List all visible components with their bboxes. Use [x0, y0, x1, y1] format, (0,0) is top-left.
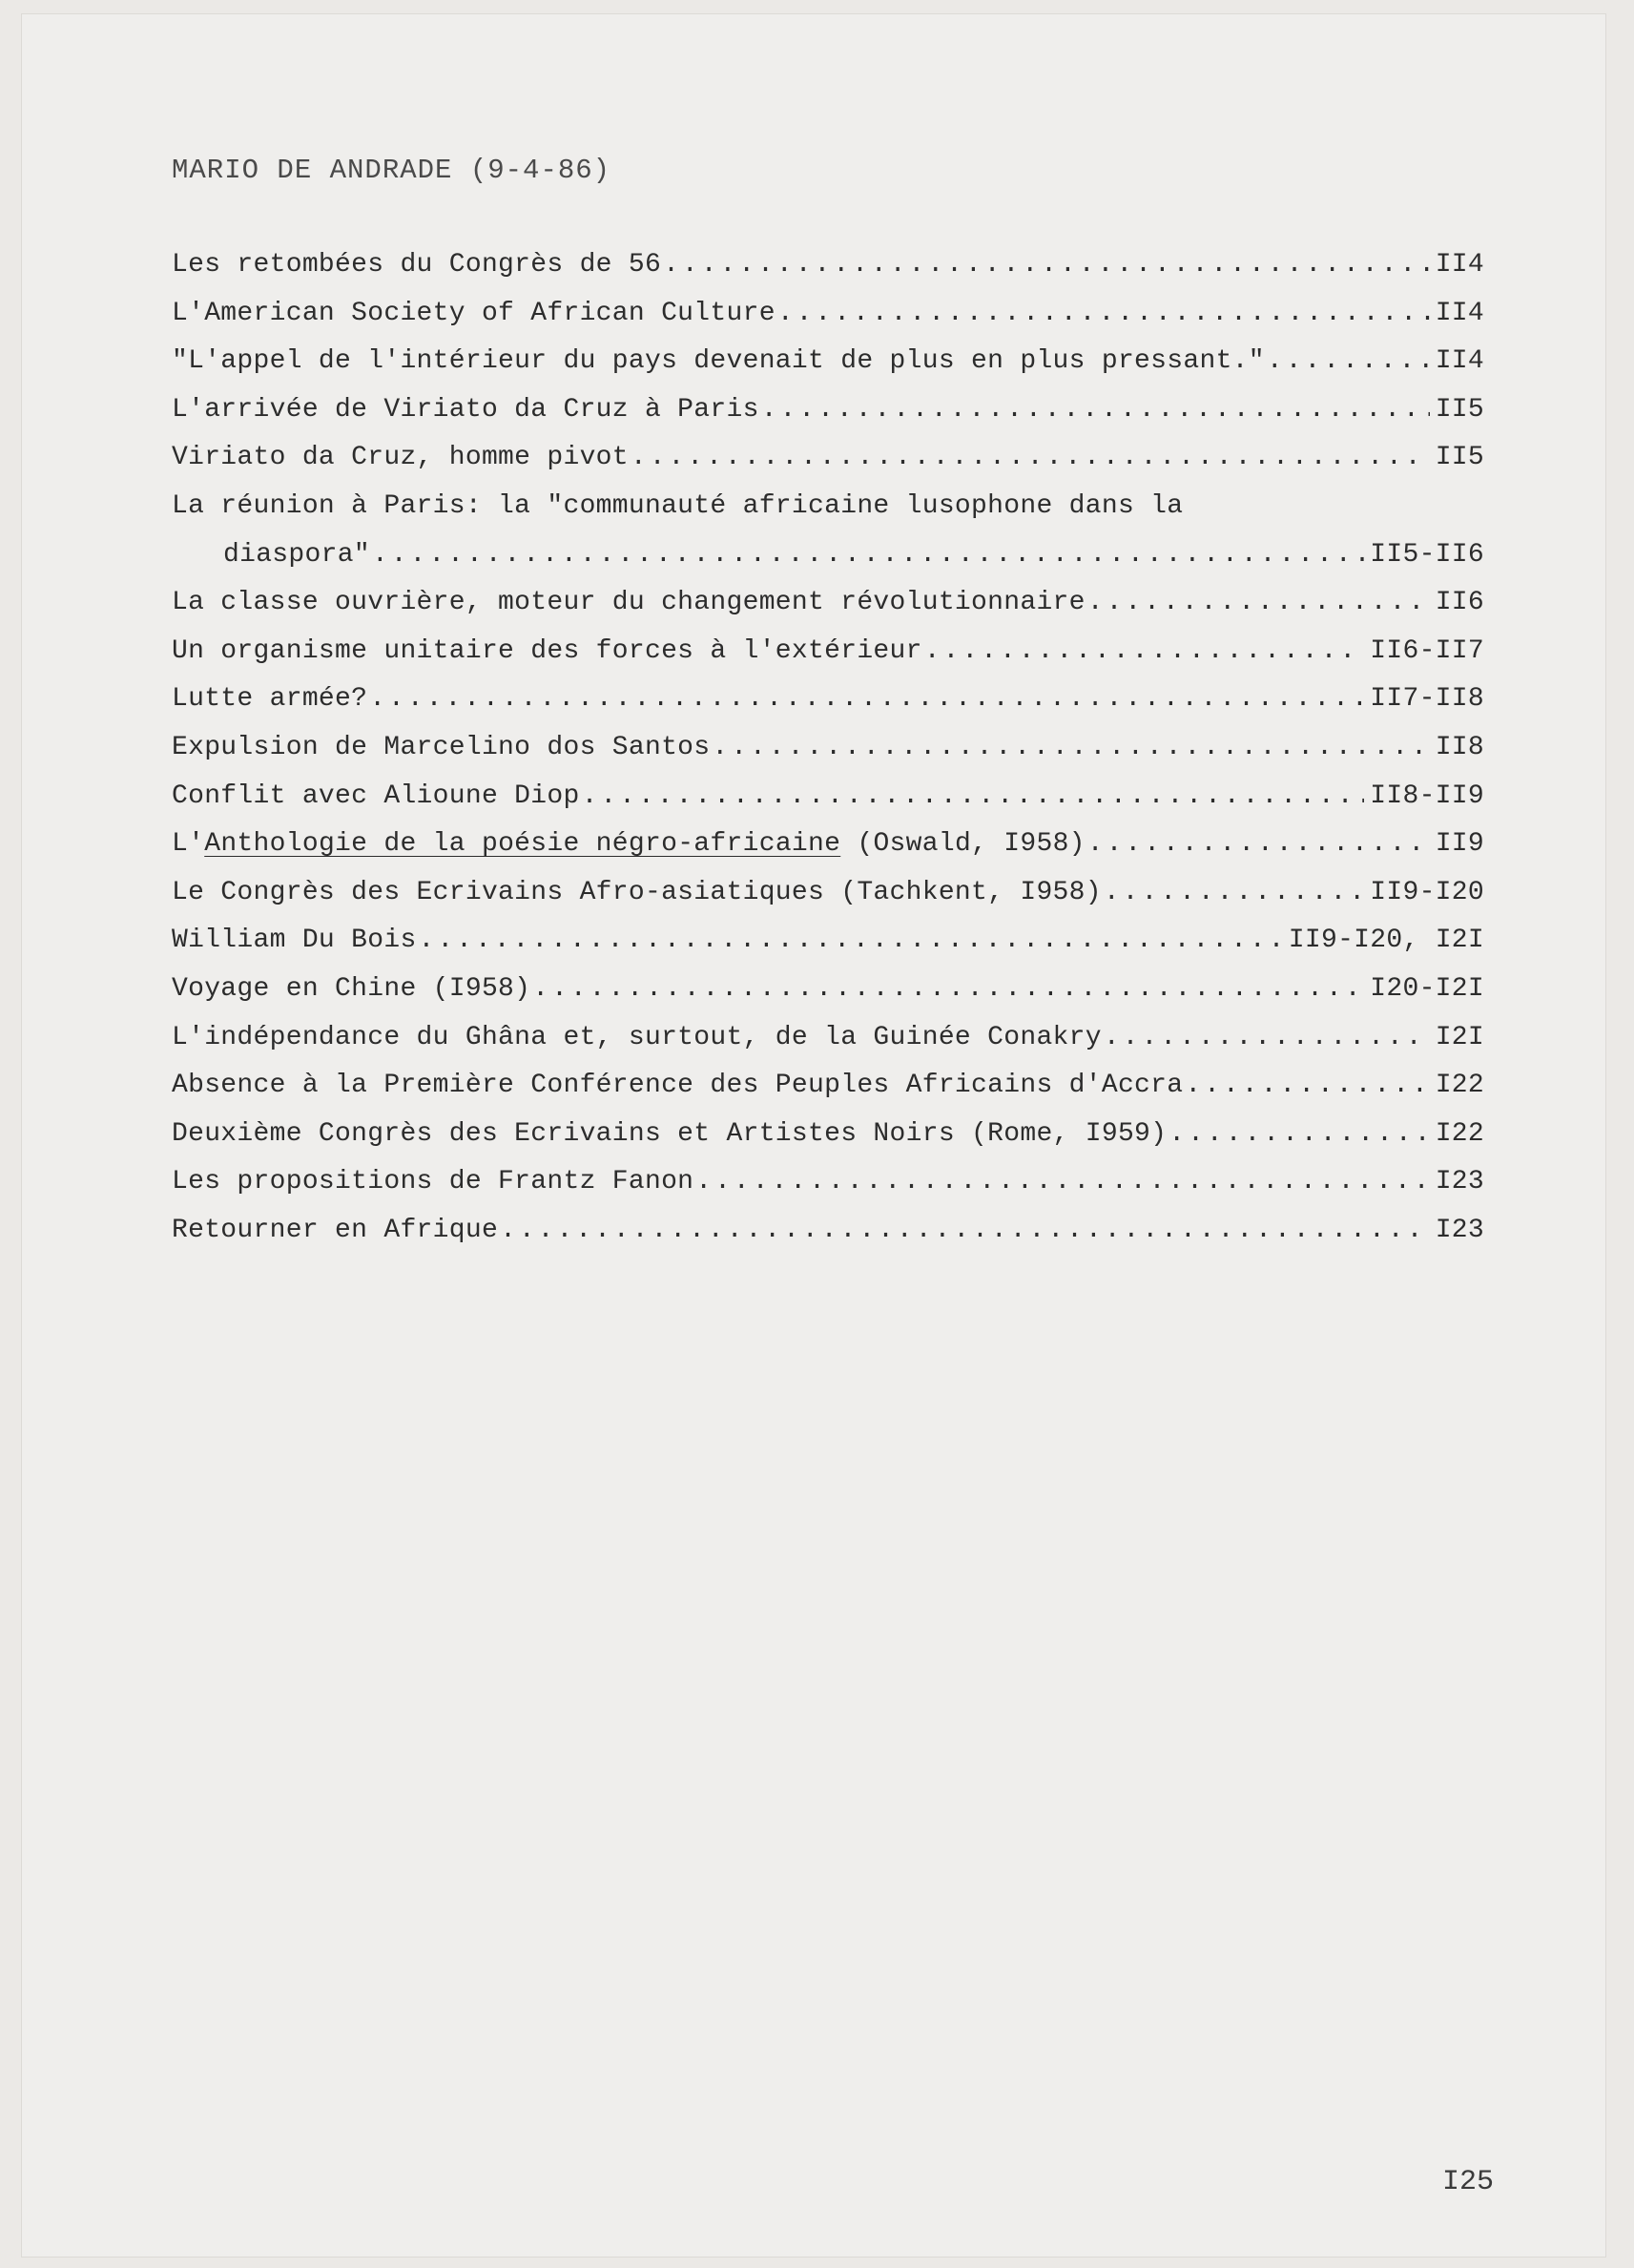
toc-entry-page: II8: [1435, 732, 1484, 762]
toc-leader-dots: [419, 926, 1283, 955]
toc-leader-dots: [924, 636, 1365, 666]
toc-entry-title: L'American Society of African Culture: [172, 298, 776, 328]
toc-entry-page: I23: [1435, 1215, 1484, 1245]
toc-entry: [172, 443, 1484, 491]
toc-leader-dots: [712, 733, 1429, 762]
toc-leader-dots: [500, 1216, 1430, 1245]
toc-entry: [172, 781, 1484, 830]
document-header: MARIO DE ANDRADE (9-4-86): [172, 155, 611, 186]
toc-leader-dots: [1267, 346, 1430, 376]
toc-entry-title: Deuxième Congrès des Ecrivains et Artistes Noirs (Rome, I959): [172, 1118, 1168, 1149]
toc-entry-title: Lutte armée?: [172, 684, 368, 715]
toc-leader-dots: [1169, 1119, 1429, 1149]
toc-entry-page: II4: [1435, 250, 1484, 280]
toc-entry-title: L'indépendance du Ghâna et, surtout, de la Guinée Conakry: [172, 1022, 1102, 1052]
toc-leader-dots: [663, 250, 1430, 280]
toc-entry-first-line: [172, 491, 1484, 540]
toc-entry-page: II9-I20: [1370, 877, 1484, 907]
toc-entry-page: II5: [1435, 443, 1484, 473]
toc-entry-title: L'arrivée de Viriato da Cruz à Paris: [172, 394, 759, 425]
toc-leader-dots: [532, 974, 1364, 1004]
toc-entry: [172, 588, 1484, 636]
toc-leader-dots: [1087, 829, 1430, 859]
document-sheet: [21, 13, 1606, 2258]
toc-entry-title: "L'appel de l'intérieur du pays devenait de plus en plus pressant.": [172, 346, 1265, 377]
toc-entry: [172, 684, 1484, 733]
toc-entry: [172, 974, 1484, 1023]
toc-entry-page: II6: [1435, 588, 1484, 618]
toc-entry: [172, 395, 1484, 444]
toc-entry: [172, 1167, 1484, 1216]
toc-entry: [172, 829, 1484, 878]
toc-entry-page: II6-II7: [1370, 635, 1484, 666]
toc-entry-title: Expulsion de Marcelino dos Santos: [172, 732, 711, 762]
toc-entry-page: II8-II9: [1370, 780, 1484, 811]
toc-entry: [172, 1216, 1484, 1264]
toc-entry-page: I23: [1435, 1167, 1484, 1197]
toc-entry-page: I22: [1435, 1118, 1484, 1149]
toc-entry-page: II9: [1435, 829, 1484, 860]
toc-leader-dots: [1104, 878, 1364, 907]
toc-entry-title: Les retombées du Congrès de 56: [172, 250, 662, 280]
toc-entry-title: Le Congrès des Ecrivains Afro-asiatiques (Tachkent, I958): [172, 877, 1102, 907]
toc-entry-page: II4: [1435, 298, 1484, 328]
toc-entry: [172, 1119, 1484, 1168]
toc-entry-title: La réunion à Paris: la "communauté africaine lusophone dans la: [172, 490, 1184, 521]
toc-leader-dots: [631, 443, 1430, 472]
toc-entry: [172, 926, 1484, 974]
toc-entry: [172, 733, 1484, 781]
toc-entry-title: William Du Bois: [172, 926, 417, 956]
toc-entry-title: La classe ouvrière, moteur du changement révolutionnaire: [172, 588, 1086, 618]
toc-leader-dots: [372, 540, 1364, 570]
toc-entry-page: I22: [1435, 1071, 1484, 1101]
toc-entry-title: Viriato da Cruz, homme pivot: [172, 443, 629, 473]
toc-title-suffix: (Oswald, I958): [840, 829, 1086, 860]
toc-leader-dots: [761, 395, 1430, 425]
toc-leader-dots: [1104, 1023, 1430, 1052]
toc-entry-page: I2I: [1435, 1022, 1484, 1052]
toc-entry-page: II4: [1435, 346, 1484, 377]
toc-leader-dots: [1087, 588, 1430, 617]
toc-entry: [172, 878, 1484, 926]
toc-entry-title: diaspora": [223, 539, 370, 570]
toc-entry-continuation: [172, 540, 1484, 589]
toc-entry-title: Voyage en Chine (I958): [172, 973, 531, 1004]
toc-entry-page: II5-II6: [1370, 539, 1484, 570]
toc-entry: [172, 636, 1484, 685]
toc-leader-dots: [582, 781, 1365, 811]
toc-entry-title: Absence à la Première Conférence des Peuples Africains d'Accra: [172, 1071, 1184, 1101]
toc-title-prefix: L': [172, 829, 205, 860]
toc-leader-dots: [695, 1167, 1429, 1196]
table-of-contents: [172, 250, 1484, 1263]
toc-entry: [172, 299, 1484, 347]
toc-entry: [172, 250, 1484, 299]
toc-entry-page: II9-I20, I2I: [1288, 926, 1484, 956]
toc-leader-dots: [777, 299, 1430, 328]
toc-entry: [172, 1071, 1484, 1119]
toc-entry-page: II5: [1435, 394, 1484, 425]
toc-entry-title: Un organisme unitaire des forces à l'extérieur: [172, 635, 922, 666]
page-number: I25: [1442, 2166, 1495, 2198]
toc-entry-title: Retourner en Afrique: [172, 1215, 499, 1245]
toc-leader-dots: [369, 684, 1364, 714]
toc-entry-page: I20-I2I: [1370, 973, 1484, 1004]
toc-entry-title: [172, 829, 1086, 859]
toc-entry: [172, 1023, 1484, 1072]
toc-leader-dots: [1185, 1071, 1429, 1100]
toc-entry-page: II7-II8: [1370, 684, 1484, 715]
toc-entry-title: Les propositions de Frantz Fanon: [172, 1167, 694, 1197]
toc-entry: [172, 346, 1484, 395]
anthology-title-underlined: Anthologie de la poésie négro-africaine: [204, 829, 841, 860]
toc-entry-title: Conflit avec Alioune Diop: [172, 780, 580, 811]
